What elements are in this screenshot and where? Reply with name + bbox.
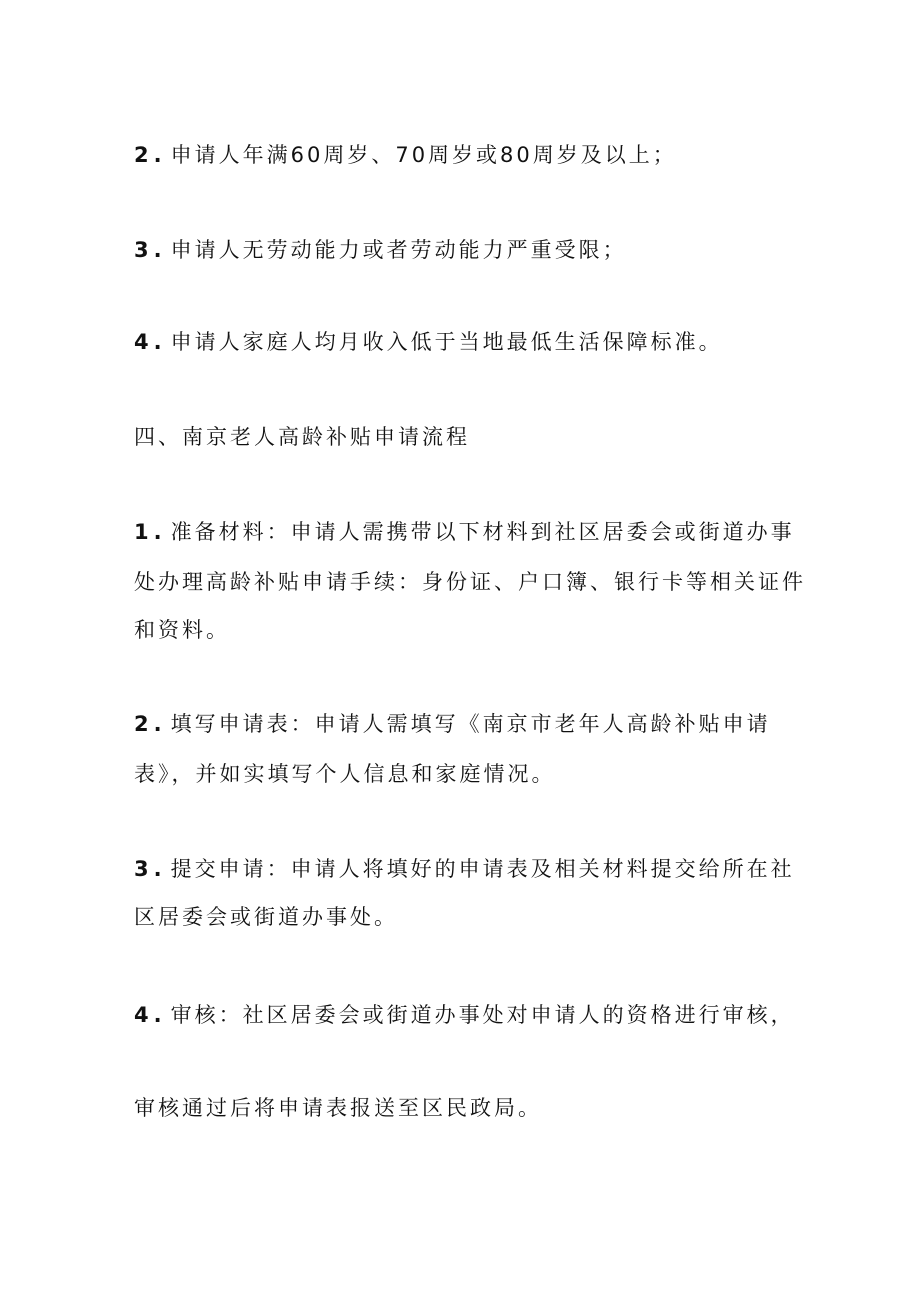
eligibility-item-2 xyxy=(134,140,794,170)
process-step-2-cont xyxy=(134,759,794,789)
item-dot: . xyxy=(153,520,165,544)
item-dot: . xyxy=(153,712,165,736)
item-number: 2 xyxy=(134,143,150,167)
item-number: 1 xyxy=(134,520,150,544)
item-number: 3 xyxy=(134,238,150,262)
process-step-1-cont xyxy=(134,567,806,597)
process-step-3-cont xyxy=(134,902,794,932)
item-text: 准备材料：申请人需携带以下材料到社区居委会或街道办事 xyxy=(170,520,795,544)
item-number: 2 xyxy=(134,712,150,736)
process-step-3 xyxy=(134,854,794,884)
section-heading xyxy=(134,422,794,452)
section-heading-text: 四、南京老人高龄补贴申请流程 xyxy=(134,425,470,449)
item-dot: . xyxy=(153,143,165,167)
item-dot: . xyxy=(153,330,165,354)
item-number: 4 xyxy=(134,1003,150,1027)
eligibility-item-3 xyxy=(134,235,794,265)
item-dot: . xyxy=(153,238,165,262)
process-step-4 xyxy=(134,1000,794,1030)
item-dot: . xyxy=(153,1003,165,1027)
process-step-1-cont xyxy=(134,615,794,645)
item-dot: . xyxy=(153,857,165,881)
item-text: 申请人家庭人均月收入低于当地最低生活保障标准。 xyxy=(170,330,723,354)
item-text: 区居委会或街道办事处。 xyxy=(134,905,398,929)
process-step-2 xyxy=(134,709,794,739)
item-text: 申请人无劳动能力或者劳动能力严重受限； xyxy=(170,238,627,262)
item-text: 填写申请表：申请人需填写《南京市老年人高龄补贴申请 xyxy=(170,712,771,736)
item-number: 4 xyxy=(134,330,150,354)
eligibility-item-4 xyxy=(134,327,794,357)
item-number: 3 xyxy=(134,857,150,881)
item-text: 和资料。 xyxy=(134,618,230,642)
item-text: 审核通过后将申请表报送至区民政局。 xyxy=(134,1096,542,1120)
item-text: 提交申请：申请人将填好的申请表及相关材料提交给所在社 xyxy=(170,857,795,881)
item-text: 表》，并如实填写个人信息和家庭情况。 xyxy=(134,762,556,786)
process-step-4-cont xyxy=(134,1093,794,1123)
item-text: 审核：社区居委会或街道办事处对申请人的资格进行审核， xyxy=(170,1003,795,1027)
process-step-1 xyxy=(134,517,794,547)
item-text: 申请人年满60周岁、70周岁或80周岁及以上； xyxy=(170,143,677,167)
item-text: 处办理高龄补贴申请手续：身份证、户口簿、银行卡等相关证件 xyxy=(134,570,806,594)
